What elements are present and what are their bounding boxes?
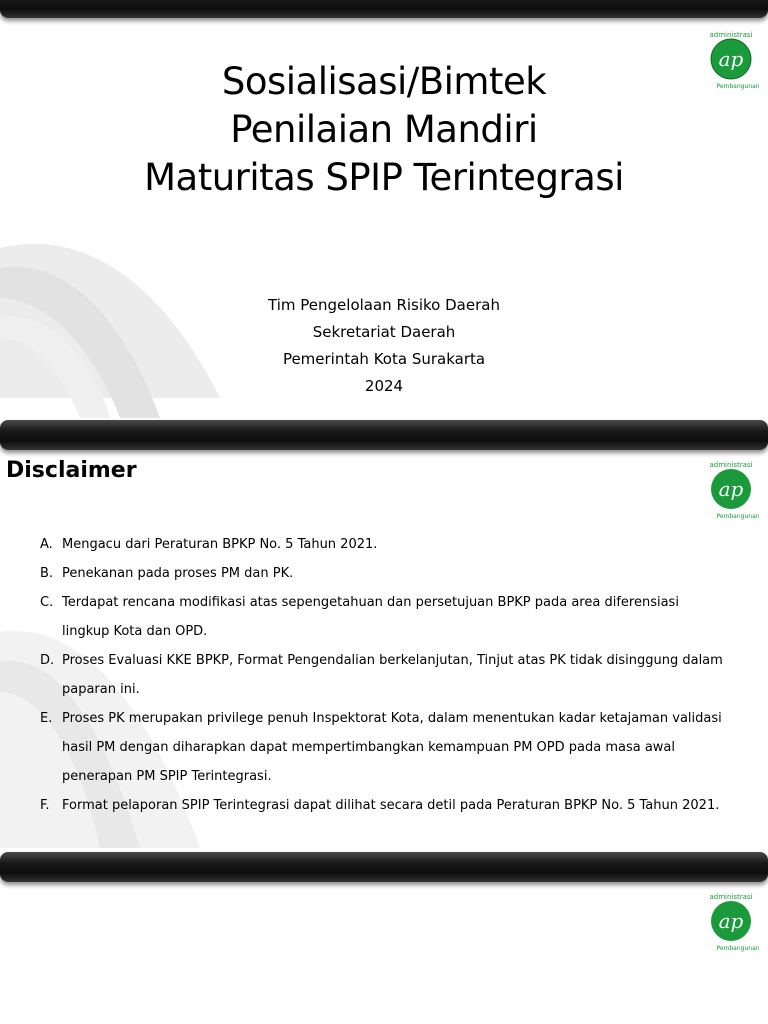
list-item-text: Terdapat rencana modifikasi atas sepengetahuan dan persetujuan BPKP pada area diferensiasi lingkup Kota dan OPD. bbox=[62, 595, 679, 639]
slide-separator-bar-middle bbox=[0, 420, 768, 450]
list-marker: B. bbox=[40, 566, 54, 581]
list-marker: A. bbox=[40, 537, 53, 552]
title-line-3: Maturitas SPIP Terintegrasi bbox=[144, 156, 624, 199]
administrasi-pembangunan-logo bbox=[700, 458, 762, 520]
list-item bbox=[40, 646, 730, 704]
list-item bbox=[40, 704, 730, 791]
title-line-1: Sosialisasi/Bimtek bbox=[221, 60, 547, 103]
svg-text:Pembangunan: Pembangunan bbox=[716, 945, 760, 952]
subtitle-line-2: Sekretariat Daerah bbox=[312, 323, 456, 341]
list-marker: F. bbox=[40, 798, 50, 813]
list-item bbox=[40, 530, 730, 559]
subtitle-line-3: Pemerintah Kota Surakarta bbox=[282, 350, 486, 368]
slide-title-text bbox=[0, 58, 768, 202]
slide-title bbox=[0, 18, 768, 418]
list-item-text: Format pelaporan SPIP Terintegrasi dapat dilihat secara detil pada Peraturan BPKP No. 5 Tahun 2021. bbox=[62, 798, 720, 813]
slide-separator-bar-top bbox=[0, 0, 768, 18]
list-item bbox=[40, 559, 730, 588]
svg-text:Pembangunan: Pembangunan bbox=[716, 83, 760, 90]
slide-next bbox=[0, 884, 768, 1024]
administrasi-pembangunan-logo bbox=[700, 890, 762, 952]
list-item-text: Proses PK merupakan privilege penuh Inspektorat Kota, dalam menentukan kadar ketajaman validasi hasil PM dengan diharapkan dapat mempertimbangkan kemampuan PM OPD pada masa awal penerapan PM SPIP Terintegrasi. bbox=[62, 711, 722, 784]
list-item-text: Mengacu dari Peraturan BPKP No. 5 Tahun 2021. bbox=[62, 537, 378, 552]
slide-subtitle bbox=[0, 292, 768, 400]
list-marker: D. bbox=[40, 653, 55, 668]
svg-text:ap: ap bbox=[718, 47, 744, 71]
list-item bbox=[40, 791, 730, 820]
disclaimer-list bbox=[40, 530, 730, 820]
disclaimer-heading: Disclaimer bbox=[6, 458, 137, 483]
list-marker: C. bbox=[40, 595, 54, 610]
svg-text:ap: ap bbox=[718, 909, 744, 933]
svg-text:Pembangunan: Pembangunan bbox=[716, 513, 760, 520]
list-item-text: Proses Evaluasi KKE BPKP, Format Pengendalian berkelanjutan, Tinjut atas PK tidak disinggung dalam paparan ini. bbox=[62, 653, 723, 697]
list-marker: E. bbox=[40, 711, 53, 726]
svg-text:administrasi: administrasi bbox=[709, 31, 753, 39]
list-item-text: Penekanan pada proses PM dan PK. bbox=[62, 566, 294, 581]
title-line-2: Penilaian Mandiri bbox=[230, 108, 538, 151]
svg-text:administrasi: administrasi bbox=[709, 461, 753, 469]
list-item bbox=[40, 588, 730, 646]
svg-text:administrasi: administrasi bbox=[709, 893, 753, 901]
subtitle-line-4: 2024 bbox=[364, 377, 404, 395]
slide-separator-bar-bottom bbox=[0, 852, 768, 882]
subtitle-line-1: Tim Pengelolaan Risiko Daerah bbox=[268, 296, 500, 314]
svg-text:ap: ap bbox=[718, 477, 744, 501]
